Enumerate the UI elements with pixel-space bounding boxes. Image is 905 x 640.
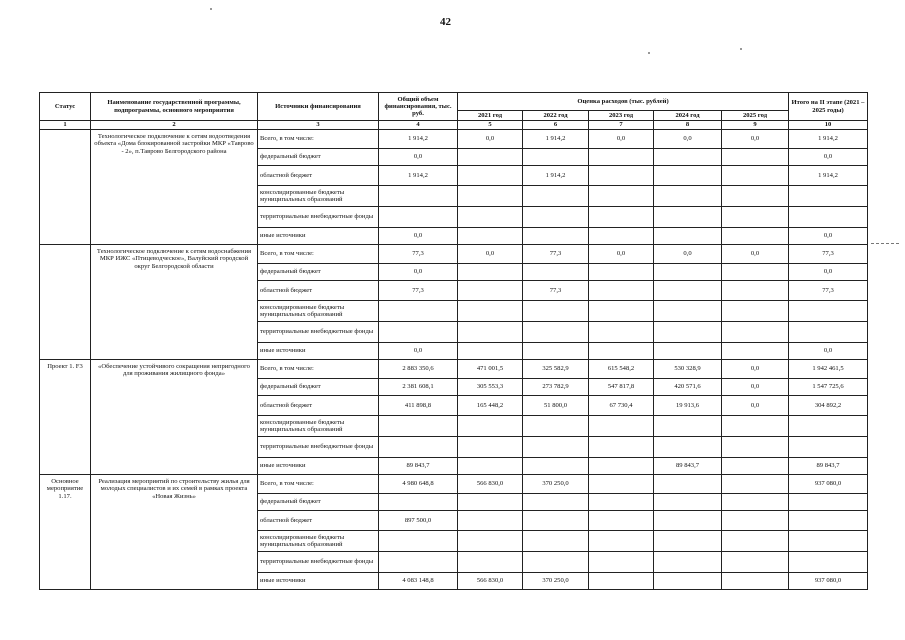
year-amount-cell: [722, 207, 789, 228]
year-amount-cell: [722, 166, 789, 186]
year-amount-cell: [722, 494, 789, 511]
column-number: 9: [722, 121, 789, 130]
year-amount-cell: [458, 264, 523, 281]
stage-total-cell: 1 942 461,5: [789, 360, 868, 379]
stage-total-cell: 1 547 725,6: [789, 379, 868, 396]
year-amount-cell: 471 001,5: [458, 360, 523, 379]
year-amount-cell: [589, 416, 654, 437]
year-amount-cell: [722, 149, 789, 166]
header-stage-total: Итого на II этапе (2021 – 2025 годы): [789, 93, 868, 121]
year-amount-cell: 19 913,6: [654, 396, 722, 416]
year-amount-cell: [458, 552, 523, 573]
header-estimate: Оценка расходов (тыс. рублей): [458, 93, 789, 111]
total-amount-cell: [379, 186, 458, 207]
funding-source-cell: иные источники: [258, 458, 379, 475]
year-amount-cell: [654, 166, 722, 186]
year-amount-cell: [589, 458, 654, 475]
stage-total-cell: 0,0: [789, 228, 868, 245]
stage-total-cell: 0,0: [789, 264, 868, 281]
year-amount-cell: [523, 149, 589, 166]
year-amount-cell: [589, 207, 654, 228]
year-amount-cell: [722, 264, 789, 281]
funding-source-cell: областной бюджет: [258, 396, 379, 416]
year-amount-cell: [654, 511, 722, 531]
funding-source-cell: Всего, в том числе:: [258, 245, 379, 264]
year-amount-cell: 89 843,7: [654, 458, 722, 475]
stage-total-cell: [789, 511, 868, 531]
funding-source-cell: областной бюджет: [258, 166, 379, 186]
year-amount-cell: 566 830,0: [458, 475, 523, 494]
year-amount-cell: [654, 322, 722, 343]
year-amount-cell: [722, 531, 789, 552]
total-amount-cell: [379, 301, 458, 322]
year-amount-cell: [654, 494, 722, 511]
year-amount-cell: [654, 228, 722, 245]
year-amount-cell: [654, 264, 722, 281]
page-number: 42: [440, 16, 451, 28]
funding-source-cell: иные источники: [258, 343, 379, 360]
funding-source-cell: федеральный бюджет: [258, 264, 379, 281]
year-amount-cell: [523, 437, 589, 458]
year-amount-cell: [722, 511, 789, 531]
total-amount-cell: 897 500,0: [379, 511, 458, 531]
measure-name-cell: Технологическое подключение к сетям водоснабжения МКР ИЖС «Птицеводческое», Валуйский городской округ Белгородской области: [91, 245, 258, 360]
year-amount-cell: 370 250,0: [523, 573, 589, 590]
funding-source-cell: иные источники: [258, 228, 379, 245]
year-amount-cell: [458, 458, 523, 475]
measure-name-cell: Реализация мероприятий по строительству жилья для молодых специалистов и их семей в рамках проекта «Новая Жизнь»: [91, 475, 258, 590]
stage-total-cell: 304 892,2: [789, 396, 868, 416]
year-amount-cell: [589, 264, 654, 281]
total-amount-cell: [379, 531, 458, 552]
year-amount-cell: 165 448,2: [458, 396, 523, 416]
year-amount-cell: [458, 322, 523, 343]
year-amount-cell: [589, 322, 654, 343]
year-amount-cell: [722, 228, 789, 245]
year-amount-cell: [523, 207, 589, 228]
year-amount-cell: [589, 494, 654, 511]
year-amount-cell: [523, 531, 589, 552]
year-amount-cell: [523, 458, 589, 475]
year-amount-cell: [589, 301, 654, 322]
scan-speck: [740, 48, 742, 50]
year-amount-cell: [654, 573, 722, 590]
scan-speck: [648, 52, 650, 54]
year-amount-cell: [654, 207, 722, 228]
stage-total-cell: [789, 186, 868, 207]
stage-total-cell: 937 080,0: [789, 573, 868, 590]
year-amount-cell: 1 914,2: [523, 166, 589, 186]
year-amount-cell: [589, 281, 654, 301]
year-amount-cell: 0,0: [654, 245, 722, 264]
funding-source-cell: консолидированные бюджеты муниципальных образований: [258, 416, 379, 437]
funding-source-cell: Всего, в том числе:: [258, 130, 379, 149]
table-row: [40, 475, 868, 494]
scan-edge-mark: [871, 243, 899, 244]
header-total: Общий объем финансирования, тыс. руб.: [379, 93, 458, 121]
table-row: [40, 130, 868, 149]
year-amount-cell: 0,0: [722, 360, 789, 379]
funding-source-cell: территориальные внебюджетные фонды: [258, 322, 379, 343]
year-amount-cell: [654, 186, 722, 207]
year-amount-cell: [589, 475, 654, 494]
year-amount-cell: [523, 494, 589, 511]
year-amount-cell: 566 830,0: [458, 573, 523, 590]
year-amount-cell: 420 571,6: [654, 379, 722, 396]
year-amount-cell: [654, 301, 722, 322]
year-amount-cell: [458, 149, 523, 166]
year-amount-cell: [722, 458, 789, 475]
scan-speck: [210, 8, 212, 10]
funding-source-cell: консолидированные бюджеты муниципальных образований: [258, 531, 379, 552]
total-amount-cell: [379, 322, 458, 343]
stage-total-cell: [789, 494, 868, 511]
total-amount-cell: [379, 437, 458, 458]
header-year: 2024 год: [654, 111, 722, 121]
year-amount-cell: [589, 531, 654, 552]
year-amount-cell: [654, 149, 722, 166]
stage-total-cell: [789, 207, 868, 228]
year-amount-cell: 0,0: [589, 245, 654, 264]
year-amount-cell: [458, 207, 523, 228]
year-amount-cell: 325 582,9: [523, 360, 589, 379]
year-amount-cell: [523, 186, 589, 207]
year-amount-cell: [523, 416, 589, 437]
year-amount-cell: 67 730,4: [589, 396, 654, 416]
stage-total-cell: 77,3: [789, 245, 868, 264]
column-number: 4: [379, 121, 458, 130]
funding-source-cell: иные источники: [258, 573, 379, 590]
year-amount-cell: 615 548,2: [589, 360, 654, 379]
total-amount-cell: 89 843,7: [379, 458, 458, 475]
funding-source-cell: территориальные внебюджетные фонды: [258, 207, 379, 228]
year-amount-cell: [722, 475, 789, 494]
stage-total-cell: 77,3: [789, 281, 868, 301]
column-number: 6: [523, 121, 589, 130]
total-amount-cell: 0,0: [379, 343, 458, 360]
year-amount-cell: [458, 281, 523, 301]
funding-source-cell: федеральный бюджет: [258, 494, 379, 511]
year-amount-cell: 0,0: [722, 130, 789, 149]
funding-source-cell: консолидированные бюджеты муниципальных образований: [258, 301, 379, 322]
column-number: 3: [258, 121, 379, 130]
stage-total-cell: [789, 301, 868, 322]
funding-source-cell: территориальные внебюджетные фонды: [258, 552, 379, 573]
year-amount-cell: 305 553,3: [458, 379, 523, 396]
stage-total-cell: 1 914,2: [789, 130, 868, 149]
funding-source-cell: областной бюджет: [258, 511, 379, 531]
stage-total-cell: 89 843,7: [789, 458, 868, 475]
year-amount-cell: [589, 511, 654, 531]
total-amount-cell: 4 980 648,8: [379, 475, 458, 494]
year-amount-cell: 530 328,9: [654, 360, 722, 379]
year-amount-cell: [654, 416, 722, 437]
financing-table-body: [40, 130, 868, 590]
year-amount-cell: [458, 494, 523, 511]
column-number: 7: [589, 121, 654, 130]
year-amount-cell: 0,0: [722, 245, 789, 264]
year-amount-cell: [458, 416, 523, 437]
funding-source-cell: федеральный бюджет: [258, 149, 379, 166]
year-amount-cell: 0,0: [589, 130, 654, 149]
year-amount-cell: 547 817,8: [589, 379, 654, 396]
year-amount-cell: [654, 475, 722, 494]
table-row: [40, 360, 868, 379]
year-amount-cell: [458, 186, 523, 207]
year-amount-cell: [654, 552, 722, 573]
year-amount-cell: [458, 166, 523, 186]
year-amount-cell: 0,0: [654, 130, 722, 149]
year-amount-cell: [722, 281, 789, 301]
year-amount-cell: 273 782,9: [523, 379, 589, 396]
table-row: [40, 245, 868, 264]
total-amount-cell: [379, 552, 458, 573]
year-amount-cell: [458, 531, 523, 552]
status-cell: Проект 1. F3: [40, 360, 91, 475]
year-amount-cell: [589, 437, 654, 458]
year-amount-cell: 0,0: [722, 396, 789, 416]
header-year: 2021 год: [458, 111, 523, 121]
header-name: Наименование государственной программы, подпрограммы, основного мероприятия: [91, 93, 258, 121]
total-amount-cell: 2 883 350,6: [379, 360, 458, 379]
year-amount-cell: 0,0: [458, 245, 523, 264]
funding-source-cell: областной бюджет: [258, 281, 379, 301]
measure-name-cell: «Обеспечение устойчивого сокращения непригодного для проживания жилищного фонда»: [91, 360, 258, 475]
year-amount-cell: [589, 552, 654, 573]
year-amount-cell: [589, 186, 654, 207]
year-amount-cell: [523, 511, 589, 531]
total-amount-cell: [379, 416, 458, 437]
year-amount-cell: [654, 437, 722, 458]
year-amount-cell: [654, 281, 722, 301]
total-amount-cell: 0,0: [379, 228, 458, 245]
stage-total-cell: [789, 552, 868, 573]
year-amount-cell: [722, 301, 789, 322]
column-number: 5: [458, 121, 523, 130]
year-amount-cell: 77,3: [523, 281, 589, 301]
header-year: 2025 год: [722, 111, 789, 121]
funding-source-cell: Всего, в том числе:: [258, 360, 379, 379]
header-source: Источники финансирования: [258, 93, 379, 121]
year-amount-cell: [654, 343, 722, 360]
column-number: 8: [654, 121, 722, 130]
stage-total-cell: 937 080,0: [789, 475, 868, 494]
total-amount-cell: 1 914,2: [379, 130, 458, 149]
header-year: 2023 год: [589, 111, 654, 121]
status-cell: [40, 130, 91, 245]
year-amount-cell: [458, 437, 523, 458]
year-amount-cell: [523, 301, 589, 322]
year-amount-cell: [722, 573, 789, 590]
column-number: 2: [91, 121, 258, 130]
year-amount-cell: 1 914,2: [523, 130, 589, 149]
year-amount-cell: [523, 343, 589, 360]
year-amount-cell: 370 250,0: [523, 475, 589, 494]
stage-total-cell: [789, 531, 868, 552]
total-amount-cell: [379, 494, 458, 511]
measure-name-cell: Технологическое подключение к сетям водоотведения объекта «Дома блокированной застройки МКР «Таврово - 2», п.Таврово Белгородского района: [91, 130, 258, 245]
year-amount-cell: [589, 149, 654, 166]
year-amount-cell: [589, 343, 654, 360]
status-cell: Основное мероприятие 1.17.: [40, 475, 91, 590]
year-amount-cell: 0,0: [722, 379, 789, 396]
stage-total-cell: 0,0: [789, 149, 868, 166]
stage-total-cell: 0,0: [789, 343, 868, 360]
year-amount-cell: [722, 322, 789, 343]
header-status: Статус: [40, 93, 91, 121]
total-amount-cell: 0,0: [379, 264, 458, 281]
stage-total-cell: [789, 416, 868, 437]
year-amount-cell: [458, 511, 523, 531]
year-amount-cell: [523, 552, 589, 573]
total-amount-cell: 1 914,2: [379, 166, 458, 186]
funding-source-cell: территориальные внебюджетные фонды: [258, 437, 379, 458]
header-year: 2022 год: [523, 111, 589, 121]
year-amount-cell: [523, 322, 589, 343]
year-amount-cell: [458, 228, 523, 245]
column-number: 10: [789, 121, 868, 130]
year-amount-cell: [722, 416, 789, 437]
year-amount-cell: 0,0: [458, 130, 523, 149]
total-amount-cell: 77,3: [379, 245, 458, 264]
status-cell: [40, 245, 91, 360]
funding-source-cell: Всего, в том числе:: [258, 475, 379, 494]
funding-source-cell: консолидированные бюджеты муниципальных образований: [258, 186, 379, 207]
total-amount-cell: 0,0: [379, 149, 458, 166]
year-amount-cell: [722, 552, 789, 573]
total-amount-cell: 77,3: [379, 281, 458, 301]
year-amount-cell: 77,3: [523, 245, 589, 264]
year-amount-cell: [722, 186, 789, 207]
total-amount-cell: 411 898,8: [379, 396, 458, 416]
year-amount-cell: [722, 343, 789, 360]
year-amount-cell: [722, 437, 789, 458]
year-amount-cell: [589, 228, 654, 245]
year-amount-cell: [589, 573, 654, 590]
year-amount-cell: [523, 228, 589, 245]
year-amount-cell: [523, 264, 589, 281]
total-amount-cell: 4 083 148,8: [379, 573, 458, 590]
stage-total-cell: [789, 437, 868, 458]
funding-source-cell: федеральный бюджет: [258, 379, 379, 396]
total-amount-cell: 2 381 608,1: [379, 379, 458, 396]
stage-total-cell: [789, 322, 868, 343]
total-amount-cell: [379, 207, 458, 228]
year-amount-cell: [458, 301, 523, 322]
stage-total-cell: 1 914,2: [789, 166, 868, 186]
column-number: 1: [40, 121, 91, 130]
year-amount-cell: 51 800,0: [523, 396, 589, 416]
financing-table: [39, 92, 868, 590]
year-amount-cell: [589, 166, 654, 186]
year-amount-cell: [458, 343, 523, 360]
year-amount-cell: [654, 531, 722, 552]
